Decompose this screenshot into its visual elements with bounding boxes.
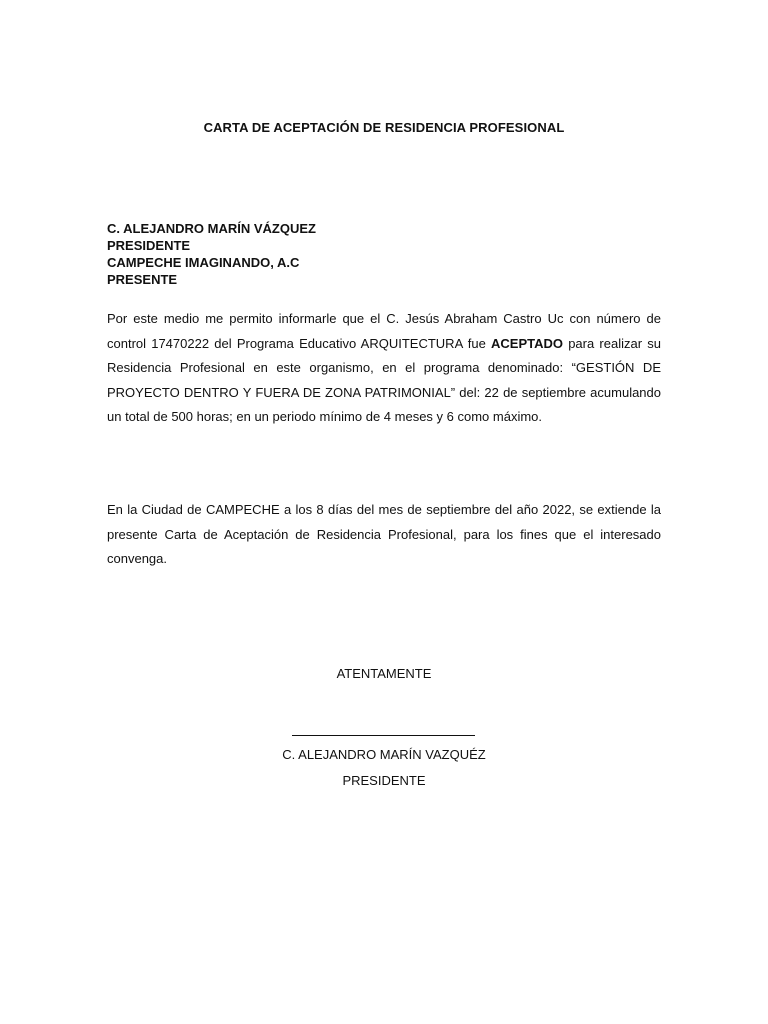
signature-line — [292, 735, 475, 736]
recipient-position: PRESIDENTE — [107, 238, 191, 253]
body-paragraph-2: En la Ciudad de CAMPECHE a los 8 días del mes de septiembre del año 2022, se extiende la presente Carta de Aceptación de Residencia Profesional, para los fines que el interesado convenga. — [107, 502, 661, 567]
paragraph-1-text-start: Por este medio me permito informarle que el C. Jesús Abraham Castro Uc con número de control 17470222 del Programa Educativo ARQUITECTURA fue — [107, 311, 661, 351]
closing-text: ATENTAMENTE — [336, 666, 432, 681]
recipient-name: C. ALEJANDRO MARÍN VÁZQUEZ — [107, 221, 316, 236]
signer-name: C. ALEJANDRO MARÍN VAZQUÉZ — [282, 747, 486, 762]
recipient-block — [107, 220, 667, 288]
document-title: CARTA DE ACEPTACIÓN DE RESIDENCIA PROFESIONAL — [203, 120, 565, 135]
paragraph-1-text-end: para realizar su Residencia Profesional en este organismo, en el programa denominado: “GESTIÓN DE PROYECTO DENTRO Y FUERA DE ZONA PATRIMONIAL” del: 22 de septiembre acumulando un total de 500 horas; en un periodo mínimo de 4 meses y 6 como máximo. — [107, 335, 661, 425]
recipient-organization: CAMPECHE IMAGINANDO, A.C — [107, 255, 300, 270]
recipient-greeting: PRESENTE — [107, 272, 178, 287]
signer-position: PRESIDENTE — [342, 773, 426, 788]
body-paragraph-1 — [107, 307, 661, 430]
accepted-status-text: ACEPTADO — [491, 335, 563, 351]
